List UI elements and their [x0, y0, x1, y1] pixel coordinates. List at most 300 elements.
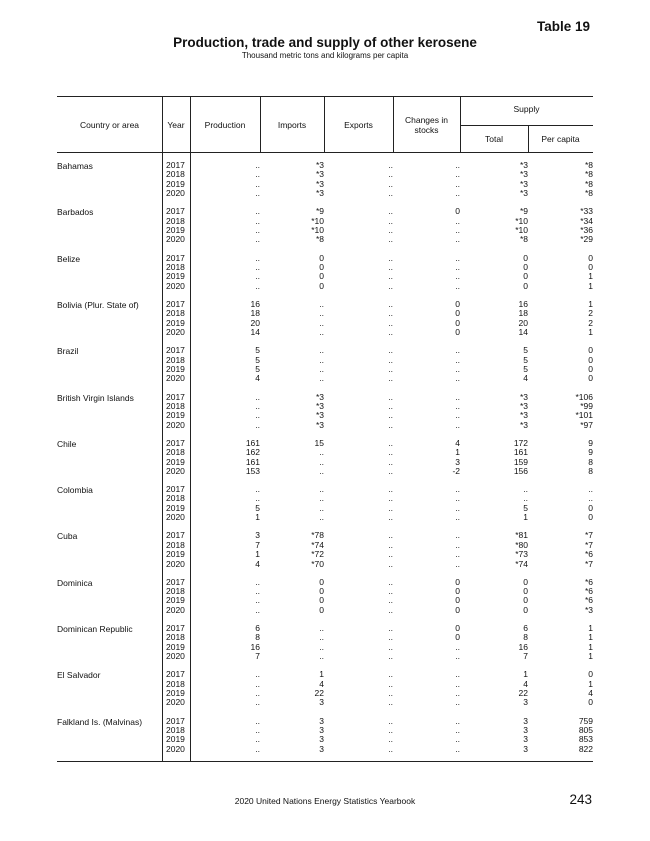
- production-column-cells: [190, 439, 260, 477]
- table-number: Table 19: [536, 19, 590, 34]
- year-cell-group: [166, 300, 185, 338]
- per-capita-cell: 1: [588, 280, 593, 291]
- production-cell: 161: [245, 437, 260, 448]
- year-cell: 2018: [166, 493, 185, 504]
- header-bottom-rule: [57, 152, 593, 153]
- per-capita-cell: 1: [588, 327, 593, 338]
- year-cell: 2018: [166, 632, 185, 643]
- changes-column-cells: [393, 300, 460, 338]
- imports-cell: *10: [311, 225, 324, 236]
- changes-cell: ..: [455, 188, 460, 199]
- imports-column-cells: [260, 485, 324, 523]
- exports-cell: ..: [388, 188, 393, 199]
- production-cell: ..: [255, 604, 260, 615]
- per-capita-cell: *101: [575, 410, 593, 421]
- per-capita-cell: 1: [588, 271, 593, 282]
- total-cell: 16: [518, 298, 528, 309]
- per-capita-cell: *7: [584, 530, 593, 541]
- imports-column-cells: [260, 161, 324, 199]
- year-cell: 2018: [166, 169, 185, 180]
- per-capita-column-cells: [528, 670, 593, 708]
- year-cell: 2019: [166, 317, 185, 328]
- imports-cell: ..: [319, 317, 324, 328]
- imports-cell: ..: [319, 327, 324, 338]
- production-cell: ..: [255, 419, 260, 430]
- total-cell: *10: [515, 225, 528, 236]
- per-capita-cell: *8: [584, 160, 593, 170]
- year-cell: 2020: [166, 373, 185, 384]
- per-capita-cell: *8: [584, 178, 593, 189]
- header-total: Total: [485, 134, 503, 144]
- imports-cell: ..: [319, 493, 324, 504]
- per-capita-cell: *7: [584, 539, 593, 550]
- year-cell: 2019: [166, 456, 185, 467]
- imports-cell: ..: [319, 484, 324, 495]
- per-capita-column-cells: [528, 254, 593, 292]
- imports-column-cells: [260, 670, 324, 708]
- imports-cell: ..: [319, 456, 324, 467]
- per-capita-cell: 1: [588, 632, 593, 643]
- production-cell: 5: [255, 345, 260, 356]
- production-cell: ..: [255, 410, 260, 421]
- changes-column-cells: [393, 670, 460, 708]
- country-name: Bolivia (Plur. State of): [57, 299, 139, 310]
- changes-cell: ..: [455, 354, 460, 365]
- production-cell: 162: [245, 447, 260, 458]
- per-capita-cell: 0: [588, 373, 593, 384]
- year-cell: 2018: [166, 400, 185, 411]
- per-capita-cell: 2: [588, 317, 593, 328]
- year-cell: 2017: [166, 669, 185, 680]
- exports-cell: ..: [388, 373, 393, 384]
- production-column-cells: [190, 254, 260, 292]
- year-cell: 2020: [166, 512, 185, 523]
- changes-cell: ..: [455, 419, 460, 430]
- changes-cell: ..: [455, 734, 460, 745]
- per-capita-cell: *6: [584, 549, 593, 560]
- imports-cell: 3: [319, 734, 324, 745]
- exports-cell: ..: [388, 419, 393, 430]
- per-capita-cell: 1: [588, 623, 593, 633]
- year-cell: 2018: [166, 724, 185, 735]
- exports-cell: ..: [388, 225, 393, 236]
- changes-cell: -2: [452, 465, 460, 476]
- exports-cell: ..: [388, 484, 393, 495]
- exports-cell: ..: [388, 160, 393, 170]
- exports-column-cells: [324, 485, 393, 523]
- production-column-cells: [190, 531, 260, 569]
- imports-cell: 0: [319, 261, 324, 272]
- exports-cell: ..: [388, 456, 393, 467]
- total-cell: 5: [523, 345, 528, 356]
- total-cell: ..: [523, 484, 528, 495]
- total-cell: 172: [513, 437, 528, 448]
- total-cell: 14: [518, 327, 528, 338]
- total-column-cells: [460, 346, 528, 384]
- total-column-cells: [460, 393, 528, 431]
- exports-cell: ..: [388, 271, 393, 282]
- total-cell: *74: [515, 558, 528, 569]
- changes-cell: ..: [455, 697, 460, 708]
- per-capita-cell: *8: [584, 169, 593, 180]
- total-cell: 8: [523, 632, 528, 643]
- total-cell: *73: [515, 549, 528, 560]
- production-cell: ..: [255, 734, 260, 745]
- year-cell: 2020: [166, 651, 185, 662]
- per-capita-cell: 8: [588, 456, 593, 467]
- per-capita-column-cells: [528, 717, 593, 755]
- production-cell: ..: [255, 215, 260, 226]
- year-cell-group: [166, 531, 185, 569]
- total-column-cells: [460, 300, 528, 338]
- exports-cell: ..: [388, 327, 393, 338]
- per-capita-column-cells: [528, 624, 593, 662]
- exports-column-cells: [324, 207, 393, 245]
- total-cell: 4: [523, 678, 528, 689]
- total-cell: 0: [523, 271, 528, 282]
- year-cell: 2020: [166, 234, 185, 245]
- total-column-cells: [460, 717, 528, 755]
- total-cell: 159: [513, 456, 528, 467]
- imports-cell: ..: [319, 298, 324, 309]
- exports-cell: ..: [388, 734, 393, 745]
- production-cell: 16: [250, 641, 260, 652]
- imports-cell: ..: [319, 512, 324, 523]
- production-cell: 1: [255, 512, 260, 523]
- total-column-cells: [460, 531, 528, 569]
- changes-cell: 1: [455, 447, 460, 458]
- per-capita-cell: 0: [588, 261, 593, 272]
- changes-cell: ..: [455, 261, 460, 272]
- production-cell: ..: [255, 678, 260, 689]
- exports-column-cells: [324, 300, 393, 338]
- per-capita-cell: *34: [580, 215, 593, 226]
- changes-cell: 0: [455, 576, 460, 587]
- year-cell: 2019: [166, 641, 185, 652]
- imports-cell: *8: [315, 234, 324, 245]
- per-capita-cell: *99: [580, 400, 593, 411]
- year-cell: 2018: [166, 586, 185, 597]
- per-capita-cell: *3: [584, 604, 593, 615]
- total-cell: 5: [523, 363, 528, 374]
- changes-cell: 3: [455, 456, 460, 467]
- imports-cell: 3: [319, 743, 324, 754]
- per-capita-column-cells: [528, 531, 593, 569]
- exports-cell: ..: [388, 280, 393, 291]
- year-cell-group: [166, 578, 185, 616]
- changes-cell: ..: [455, 530, 460, 541]
- year-cell: 2020: [166, 327, 185, 338]
- exports-column-cells: [324, 346, 393, 384]
- imports-cell: 0: [319, 576, 324, 587]
- changes-column-cells: [393, 485, 460, 523]
- imports-cell: ..: [319, 363, 324, 374]
- changes-cell: ..: [455, 724, 460, 735]
- changes-cell: 0: [455, 317, 460, 328]
- per-capita-column-cells: [528, 161, 593, 199]
- production-cell: 8: [255, 632, 260, 643]
- imports-column-cells: [260, 254, 324, 292]
- imports-cell: 0: [319, 280, 324, 291]
- changes-column-cells: [393, 531, 460, 569]
- imports-cell: *3: [315, 160, 324, 170]
- production-cell: ..: [255, 178, 260, 189]
- imports-cell: *3: [315, 178, 324, 189]
- per-capita-cell: *6: [584, 586, 593, 597]
- total-cell: 7: [523, 651, 528, 662]
- changes-cell: ..: [455, 391, 460, 402]
- changes-cell: ..: [455, 252, 460, 263]
- exports-cell: ..: [388, 410, 393, 421]
- year-cell: 2018: [166, 354, 185, 365]
- exports-cell: ..: [388, 697, 393, 708]
- total-column-cells: [460, 485, 528, 523]
- year-cell: 2017: [166, 160, 185, 170]
- country-name: Bahamas: [57, 161, 93, 171]
- year-cell: 2017: [166, 252, 185, 263]
- per-capita-cell: 0: [588, 512, 593, 523]
- changes-column-cells: [393, 578, 460, 616]
- year-cell: 2018: [166, 539, 185, 550]
- header-changes: [393, 115, 460, 135]
- total-cell: *9: [519, 206, 528, 217]
- exports-cell: ..: [388, 169, 393, 180]
- exports-cell: ..: [388, 595, 393, 606]
- total-cell: 5: [523, 502, 528, 513]
- production-cell: ..: [255, 252, 260, 263]
- imports-cell: *3: [315, 188, 324, 199]
- exports-cell: ..: [388, 437, 393, 448]
- production-column-cells: [190, 717, 260, 755]
- changes-cell: ..: [455, 363, 460, 374]
- imports-column-cells: [260, 439, 324, 477]
- year-cell: 2020: [166, 558, 185, 569]
- total-cell: 3: [523, 697, 528, 708]
- per-capita-cell: 853: [578, 734, 593, 745]
- per-capita-cell: *6: [584, 576, 593, 587]
- changes-cell: 0: [455, 586, 460, 597]
- production-cell: ..: [255, 743, 260, 754]
- production-cell: 7: [255, 539, 260, 550]
- changes-cell: ..: [455, 641, 460, 652]
- production-column-cells: [190, 346, 260, 384]
- imports-cell: *70: [311, 558, 324, 569]
- header-production: Production: [204, 120, 246, 130]
- year-cell-group: [166, 624, 185, 662]
- total-cell: *3: [519, 188, 528, 199]
- year-cell: 2019: [166, 410, 185, 421]
- production-cell: 14: [250, 327, 260, 338]
- col-divider: [162, 96, 163, 761]
- exports-cell: ..: [388, 493, 393, 504]
- per-capita-cell: 822: [578, 743, 593, 754]
- total-cell: 0: [523, 604, 528, 615]
- total-cell: 3: [523, 724, 528, 735]
- country-name: Dominica: [57, 577, 93, 588]
- total-cell: *3: [519, 419, 528, 430]
- country-name: Chile: [57, 438, 77, 449]
- year-cell-group: [166, 670, 185, 708]
- production-cell: 153: [245, 465, 260, 476]
- exports-column-cells: [324, 254, 393, 292]
- header-changes-line1: Changes in: [404, 115, 448, 125]
- per-capita-column-cells: [528, 485, 593, 523]
- imports-cell: *78: [311, 530, 324, 541]
- exports-cell: ..: [388, 715, 393, 726]
- total-cell: 20: [518, 317, 528, 328]
- imports-cell: *3: [315, 391, 324, 402]
- year-cell: 2020: [166, 419, 185, 430]
- production-cell: 6: [255, 623, 260, 633]
- exports-column-cells: [324, 670, 393, 708]
- per-capita-cell: *7: [584, 558, 593, 569]
- table-bottom-rule: [57, 761, 593, 762]
- total-cell: 0: [523, 280, 528, 291]
- year-cell-group: [166, 393, 185, 431]
- imports-cell: ..: [319, 373, 324, 384]
- per-capita-cell: 4: [588, 688, 593, 699]
- changes-cell: ..: [455, 558, 460, 569]
- year-cell-group: [166, 485, 185, 523]
- production-cell: 3: [255, 530, 260, 541]
- per-capita-cell: *6: [584, 595, 593, 606]
- per-capita-cell: 0: [588, 669, 593, 680]
- exports-cell: ..: [388, 391, 393, 402]
- exports-cell: ..: [388, 206, 393, 217]
- per-capita-cell: *33: [580, 206, 593, 217]
- total-cell: *81: [515, 530, 528, 541]
- total-column-cells: [460, 670, 528, 708]
- changes-cell: ..: [455, 484, 460, 495]
- production-cell: ..: [255, 188, 260, 199]
- imports-column-cells: [260, 578, 324, 616]
- exports-cell: ..: [388, 724, 393, 735]
- changes-cell: 0: [455, 604, 460, 615]
- exports-cell: ..: [388, 215, 393, 226]
- total-cell: 22: [518, 688, 528, 699]
- country-name: El Salvador: [57, 670, 101, 681]
- per-capita-cell: 0: [588, 697, 593, 708]
- production-column-cells: [190, 578, 260, 616]
- changes-cell: 0: [455, 623, 460, 633]
- per-capita-cell: 0: [588, 345, 593, 356]
- per-capita-cell: 805: [578, 724, 593, 735]
- imports-cell: *9: [315, 206, 324, 217]
- production-cell: ..: [255, 271, 260, 282]
- total-cell: 1: [523, 669, 528, 680]
- year-cell-group: [166, 346, 185, 384]
- exports-cell: ..: [388, 308, 393, 319]
- exports-cell: ..: [388, 502, 393, 513]
- changes-cell: 0: [455, 308, 460, 319]
- changes-cell: ..: [455, 160, 460, 170]
- per-capita-cell: 1: [588, 678, 593, 689]
- total-cell: ..: [523, 493, 528, 504]
- imports-cell: *3: [315, 419, 324, 430]
- changes-cell: 0: [455, 298, 460, 309]
- changes-cell: ..: [455, 512, 460, 523]
- changes-cell: ..: [455, 549, 460, 560]
- total-cell: 0: [523, 576, 528, 587]
- exports-cell: ..: [388, 558, 393, 569]
- exports-column-cells: [324, 717, 393, 755]
- changes-cell: ..: [455, 234, 460, 245]
- per-capita-cell: 1: [588, 641, 593, 652]
- year-cell: 2017: [166, 345, 185, 356]
- imports-cell: 4: [319, 678, 324, 689]
- total-column-cells: [460, 207, 528, 245]
- production-cell: ..: [255, 160, 260, 170]
- exports-cell: ..: [388, 743, 393, 754]
- country-name: Brazil: [57, 346, 79, 357]
- exports-cell: ..: [388, 234, 393, 245]
- total-column-cells: [460, 578, 528, 616]
- per-capita-cell: 0: [588, 502, 593, 513]
- production-cell: ..: [255, 715, 260, 726]
- exports-cell: ..: [388, 363, 393, 374]
- production-cell: 16: [250, 298, 260, 309]
- year-cell: 2019: [166, 549, 185, 560]
- supply-rule: [460, 125, 593, 126]
- year-cell: 2020: [166, 604, 185, 615]
- header-per-capita: Per capita: [541, 134, 580, 144]
- production-column-cells: [190, 624, 260, 662]
- changes-cell: ..: [455, 493, 460, 504]
- year-cell: 2019: [166, 271, 185, 282]
- production-cell: ..: [255, 595, 260, 606]
- year-cell: 2020: [166, 188, 185, 199]
- exports-cell: ..: [388, 586, 393, 597]
- header-year: Year: [167, 120, 185, 130]
- exports-cell: ..: [388, 576, 393, 587]
- exports-cell: ..: [388, 623, 393, 633]
- exports-cell: ..: [388, 317, 393, 328]
- per-capita-cell: *8: [584, 188, 593, 199]
- total-cell: 0: [523, 252, 528, 263]
- per-capita-cell: 9: [588, 437, 593, 448]
- exports-cell: ..: [388, 604, 393, 615]
- header-country: Country or area: [79, 120, 140, 130]
- year-cell-group: [166, 207, 185, 245]
- changes-cell: ..: [455, 669, 460, 680]
- changes-cell: ..: [455, 280, 460, 291]
- production-cell: ..: [255, 484, 260, 495]
- exports-cell: ..: [388, 678, 393, 689]
- production-cell: ..: [255, 724, 260, 735]
- exports-column-cells: [324, 393, 393, 431]
- footer-publication: 2020 United Nations Energy Statistics Yearbook: [234, 796, 416, 806]
- total-cell: *10: [515, 215, 528, 226]
- total-column-cells: [460, 624, 528, 662]
- total-cell: 161: [513, 447, 528, 458]
- per-capita-column-cells: [528, 393, 593, 431]
- production-cell: ..: [255, 493, 260, 504]
- page-title: Production, trade and supply of other kerosene: [173, 35, 477, 50]
- per-capita-cell: 2: [588, 308, 593, 319]
- total-cell: 5: [523, 354, 528, 365]
- changes-column-cells: [393, 624, 460, 662]
- imports-cell: *3: [315, 400, 324, 411]
- changes-column-cells: [393, 254, 460, 292]
- per-capita-cell: 0: [588, 354, 593, 365]
- production-column-cells: [190, 485, 260, 523]
- year-cell-group: [166, 161, 185, 199]
- production-cell: ..: [255, 225, 260, 236]
- changes-cell: ..: [455, 651, 460, 662]
- total-column-cells: [460, 439, 528, 477]
- production-cell: 5: [255, 354, 260, 365]
- exports-cell: ..: [388, 261, 393, 272]
